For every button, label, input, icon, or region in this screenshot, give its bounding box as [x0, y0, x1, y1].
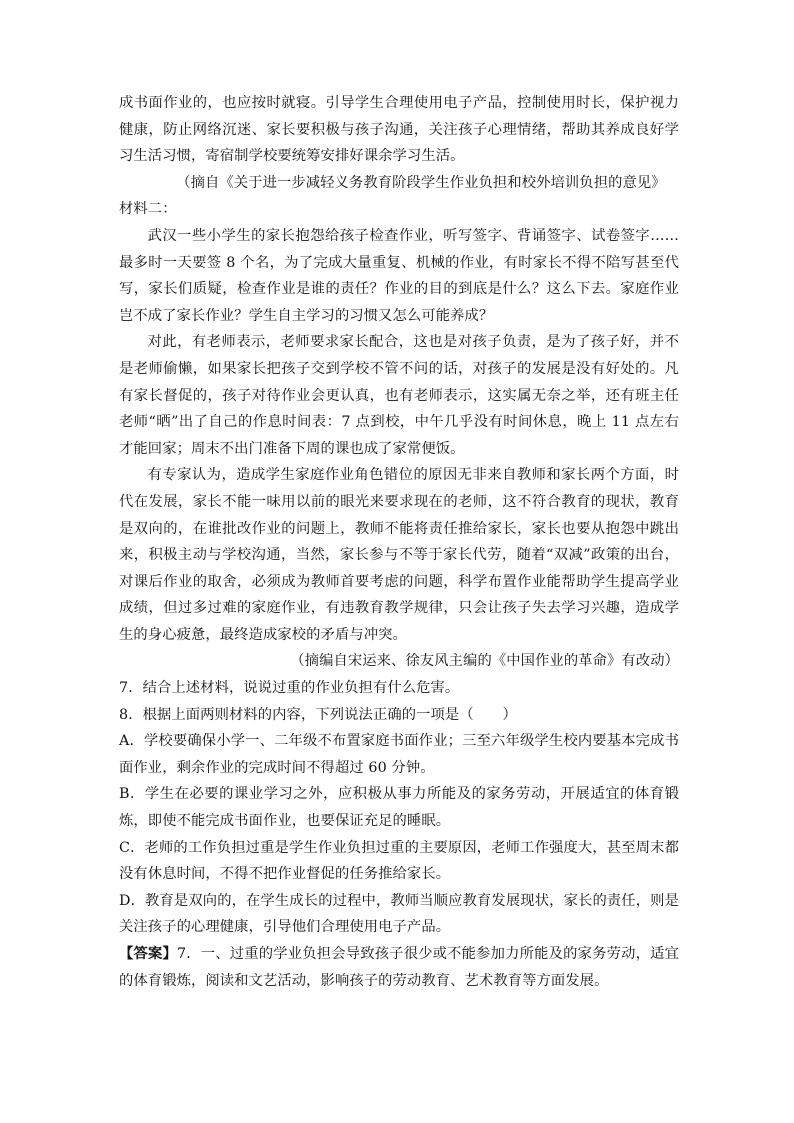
material-two-paragraph-2: 对此，有老师表示，老师要求家长配合，这也是对孩子负责，是为了孩子好，并不是老师偷懒，如果家长把孩子交到学校不管不问的话，对孩子的发展是没有好处的。凡有家长督促的，孩子对待作业会更认真，也有老师表示，这实属无奈之举，还有班主任老师“晒”出了自己的作息时间表：7 点到校，中午几乎没有时间休息，晚上 11 点左右才能回家；周末不出门准备下周的课也成了家常便饭。 [119, 334, 679, 457]
source-citation-1: （摘自《关于进一步减轻义务教育阶段学生作业负担和校外培训负担的意见》 [176, 174, 666, 191]
option-b: B．学生在必要的课业学习之外，应积极从事力所能及的家务劳动，开展适宜的体育锻炼，即使不能完成书面作业，也要保证充足的睡眠。 [119, 786, 679, 830]
material-two-paragraph-3: 有专家认为，造成学生家庭作业角色错位的原因无非来自教师和家长两个方面，时代在发展，家长不能一味用以前的眼光来要求现在的老师，这不符合教育的现状，教育是双向的，在谁批改作业的问题上，教师不能将责任推给家长，家长也要从抱怨中跳出来，积极主动与学校沟通，当然，家长参与不等于家长代劳，随着“双减”政策的出台，对课后作业的取舍，必须成为教师首要考虑的问题，科学布置作业能帮助学生提高学业成绩，但过多过难的家庭作业，有违教育教学规律，只会让孩子失去学习兴趣，造成学生的身心疲惫，最终造成家校的矛盾与冲突。 [119, 467, 679, 643]
answer-text: 7．一、过重的学业负担会导致孩子很少或不能参加力所能及的家务劳动，适宜的体育锻炼，阅读和文艺活动，影响孩子的劳动教育、艺术教育等方面发展。 [119, 946, 679, 989]
source-citation-2: （摘编自宋运来、徐友风主编的《中国作业的革命》有改动） [290, 653, 679, 670]
option-a: A．学校要确保小学一、二年级不布置家庭书面作业；三至六年级学生校内要基本完成书面作业，剩余作业的完成时间不得超过 60 分钟。 [119, 733, 679, 776]
option-c: C．老师的工作负担过重是学生作业负担过重的主要原因，老师工作强度大，甚至周末都没有休息时间，不得不把作业督促的任务推给家长。 [119, 839, 679, 883]
document-body [119, 90, 679, 994]
paragraph-top: 成书面作业的，也应按时就寝。引导学生合理使用电子产品，控制使用时长，保护视力健康，防止网络沉迷、家长要积极与孩子沟通，关注孩子心理情绪，帮助其养成良好学习生活习惯，寄宿制学校要统筹安排好课余学习生活。 [119, 95, 679, 165]
answer-block [119, 941, 679, 994]
question-8: 8．根据上面两则材料的内容，下列说法正确的一项是（ ） [119, 706, 517, 723]
material-two-label: 材料二： [119, 201, 177, 218]
question-7: 7．结合上述材料，说说过重的作业负担有什么危害。 [119, 680, 460, 697]
option-d: D．教育是双向的，在学生成长的过程中，教师当顺应教育发展现状，家长的责任，则是关注孩子的心理健康，引导他们合理使用电子产品。 [119, 892, 679, 936]
material-two-paragraph-1: 武汉一些小学生的家长抱怨给孩子检查作业，听写签字、背诵签字、试卷签字……最多时一天要签 8 个名，为了完成大量重复、机械的作业，有时家长不得不陪写甚至代写，家长们质疑，检查作业是谁的责任？作业的目的到底是什么？这么下去。家庭作业岂不成了家长作业？学生自主学习的习惯又怎么可能养成？ [119, 227, 679, 324]
answer-tag: 【答案】 [119, 946, 177, 962]
